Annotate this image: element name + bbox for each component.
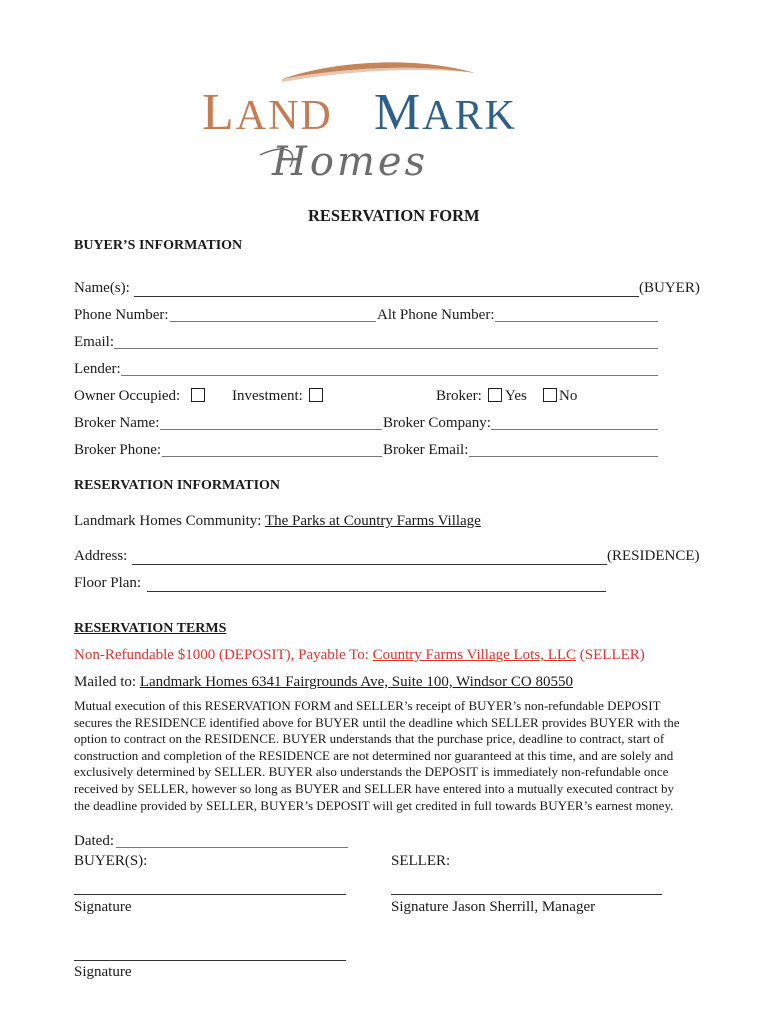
lender-label: Lender: (74, 361, 121, 377)
broker-yes-label: Yes (505, 388, 527, 404)
payee-name: Country Farms Village Lots, LLC (372, 647, 577, 663)
phone-label: Phone Number: (74, 307, 169, 323)
deposit-text: Non-Refundable $1000 (DEPOSIT), Payable To: (74, 647, 373, 663)
address-field[interactable] (132, 564, 607, 565)
reservation-info-heading: RESERVATION INFORMATION (74, 478, 281, 493)
form-title: RESERVATION FORM (308, 206, 480, 225)
buyer-signature-line-2[interactable] (74, 960, 346, 961)
broker-name-label: Broker Name: (74, 415, 160, 431)
logo-word-mark: MARK (374, 84, 517, 141)
broker-no-label: No (559, 388, 578, 404)
community-label: Landmark Homes Community: (74, 513, 262, 529)
names-field[interactable] (134, 296, 639, 297)
lender-field[interactable] (121, 375, 658, 376)
broker-yes-checkbox[interactable] (488, 388, 502, 402)
mailed-label: Mailed to: (74, 674, 140, 690)
investment-checkbox[interactable] (309, 388, 323, 402)
buyer-signature-label-2: Signature (74, 964, 132, 980)
seller-label: SELLER: (391, 853, 451, 869)
terms-line: construction and completion of the RESIDENCE are not determined nor guaranteed at this time, and are solely and (74, 747, 674, 763)
names-buyer-suffix: (BUYER) (639, 280, 700, 296)
investment-label: Investment: (232, 388, 303, 404)
logo-word-homes: Homes (272, 139, 429, 185)
alt-phone-field[interactable] (495, 321, 658, 322)
owner-occupied-checkbox[interactable] (191, 388, 205, 402)
broker-email-label: Broker Email: (383, 442, 469, 458)
mailed-line (74, 674, 573, 691)
terms-line: received by SELLER, however so long as BUYER and SELLER have entered into a mutually executed contract by (74, 780, 674, 796)
broker-company-field[interactable] (491, 429, 658, 430)
mailed-address: Landmark Homes 6341 Fairgrounds Ave, Suite 100, Windsor CO 80550 (139, 674, 573, 690)
terms-line: secures the RESIDENCE identified above for BUYER until the deadline which SELLER provides BUYER with the (74, 714, 680, 730)
broker-name-field[interactable] (160, 429, 382, 430)
address-label: Address: (74, 548, 128, 564)
terms-line: Mutual execution of this RESERVATION FORM and SELLER’s receipt of BUYER’s non-refundable DEPOSIT (74, 698, 661, 713)
reservation-terms-heading: RESERVATION TERMS (74, 621, 227, 636)
terms-line: option to contract on the RESIDENCE. BUYER understands that the purchase price, deadline to contract, start of (74, 731, 665, 747)
names-label: Name(s): (74, 280, 130, 296)
alt-phone-label: Alt Phone Number: (377, 307, 495, 323)
broker-email-field[interactable] (469, 456, 658, 457)
terms-line: exclusively determined by SELLER. BUYER also understands the DEPOSIT is immediately non-refundable once (74, 764, 669, 780)
community-row (74, 513, 481, 530)
broker-phone-label: Broker Phone: (74, 442, 162, 458)
owner-occupied-label: Owner Occupied: (74, 388, 181, 404)
buyers-label: BUYER(S): (74, 853, 148, 869)
company-logo (190, 55, 570, 185)
floor-plan-label: Floor Plan: (74, 575, 142, 591)
address-residence-suffix: (RESIDENCE) (607, 548, 700, 564)
broker-label: Broker: (436, 388, 482, 404)
logo-word-land: LAND (202, 84, 333, 141)
terms-line: the deadline provided by SELLER, BUYER’s DEPOSIT will get credited in full towards BUYER’s earnest money. (74, 797, 674, 813)
email-field[interactable] (114, 348, 658, 349)
dated-field[interactable] (116, 847, 348, 848)
broker-phone-field[interactable] (162, 456, 382, 457)
logo-graphic (190, 55, 570, 185)
floor-plan-field[interactable] (147, 591, 606, 592)
deposit-line (74, 647, 645, 664)
buyer-signature-line-1[interactable] (74, 894, 346, 895)
phone-field[interactable] (170, 321, 376, 322)
dated-label: Dated: (74, 833, 114, 849)
broker-company-label: Broker Company: (383, 415, 491, 431)
seller-signature-line[interactable] (391, 894, 662, 895)
community-value: The Parks at Country Farms Village (264, 513, 481, 529)
buyer-signature-label-1: Signature (74, 899, 132, 915)
broker-no-checkbox[interactable] (543, 388, 557, 402)
seller-signature-label: Signature Jason Sherrill, Manager (391, 899, 596, 915)
terms-paragraph (74, 698, 718, 814)
buyer-info-heading: BUYER’S INFORMATION (74, 238, 243, 253)
payee-suffix: (SELLER) (576, 647, 645, 663)
email-label: Email: (74, 334, 114, 350)
